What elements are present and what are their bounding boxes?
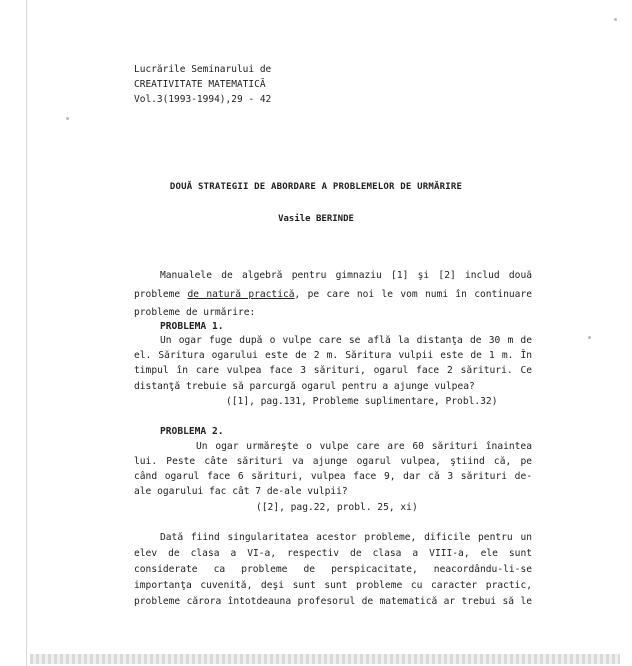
problem-1-line-1: Un ogar fuge după o vulpe care se află la distanţa de 30 m de <box>160 335 532 346</box>
problem-1-line-2: el. Săritura ogarului este de 2 m. Săritura vulpii este de 1 m. În <box>134 350 532 361</box>
scan-bottom-edge <box>30 654 620 664</box>
problem-2-line-4: ale ogarului fac cât 7 de-ale vulpii? <box>134 486 348 497</box>
closing-line-4: importanţa cuvenită, deşi sunt sunt probleme cu caracter practic, <box>134 580 532 591</box>
paper-author: Vasile BERINDE <box>278 214 354 224</box>
intro-line-2: probleme de natură practică, pe care noi le vom numi în continuare <box>134 289 533 300</box>
problem-2-line-2: lui. Peste câte sărituri va ajunge ogarul vulpea, ştiind că, pe <box>134 456 532 467</box>
journal-subject-line: CREATIVITATE MATEMATICĂ <box>134 79 266 90</box>
journal-header <box>134 62 271 107</box>
journal-name-line: Lucrările Seminarului de <box>134 64 272 75</box>
problem-1-line-4: distanţă trebuie să parcurgă ogarul pentru a ajunge vulpea? <box>134 381 475 392</box>
problem-1-reference: ([1], pag.131, Probleme suplimentare, Probl.32) <box>226 396 498 407</box>
scan-speck <box>66 117 69 120</box>
scan-margin-line <box>26 0 27 666</box>
intro-line-1: Manualele de algebră pentru gimnaziu [1] şi [2] includ două <box>160 270 532 281</box>
closing-line-2: elev de clasa a VI-a, respectiv de clasa a VIII-a, ele sunt <box>134 548 532 559</box>
problem-2-line-1: Un ogar urmăreşte o vulpe care are 60 sărituri înaintea <box>196 441 532 452</box>
closing-line-5: probleme cărora întotdeauna profesorul de matematică ar trebui să le <box>134 596 532 607</box>
journal-volume-line: Vol.3(1993-1994),29 - 42 <box>134 94 272 105</box>
closing-line-3: considerate ca probleme de perspicacitate, neacordându-li-se <box>134 564 532 575</box>
closing-line-1: Dată fiind singularitatea acestor probleme, dificile pentru un <box>160 532 532 543</box>
underlined-phrase: de natură practică <box>187 289 295 300</box>
scan-speck <box>588 336 591 339</box>
intro-line-3: probleme de urmărire: <box>134 307 256 318</box>
scan-speck <box>614 18 617 21</box>
problem-1-line-3: timpul în care vulpea face 3 sărituri, ogarul face 2 sărituri. Ce <box>134 365 532 376</box>
problem-2-reference: ([2], pag.22, probl. 25, xi) <box>256 502 418 513</box>
problem-2-line-3: când ogarul face 6 sărituri, vulpea face 9, dar că 3 sărituri de- <box>134 471 532 482</box>
problem-2-heading: PROBLEMA 2. <box>160 426 224 437</box>
problem-1-heading: PROBLEMA 1. <box>160 321 224 332</box>
paper-title: DOUĂ STRATEGII DE ABORDARE A PROBLEMELOR DE URMĂRIRE <box>169 182 463 192</box>
